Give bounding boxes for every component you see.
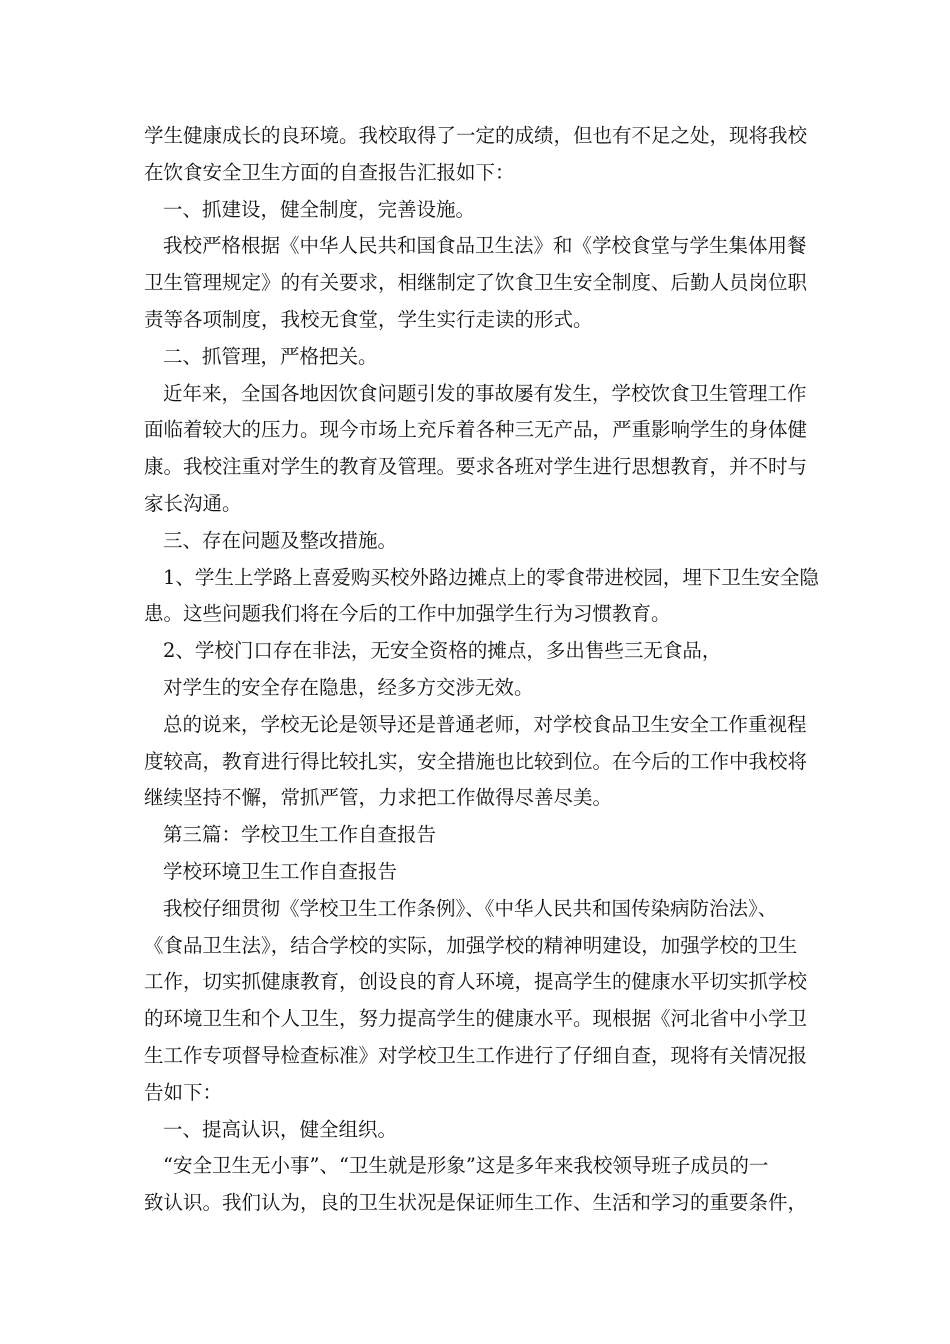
paragraph (144, 1185, 814, 1222)
text-line: 二、抓管理，严格把关。 (163, 344, 378, 368)
text-line: 工作，切实抓健康教育，创设良的育人环境，提高学生的健康水平切实抓学校 (144, 970, 808, 994)
paragraph (144, 707, 814, 744)
text-line: 对学生的安全存在隐患，经多方交涉无效。 (163, 675, 534, 699)
text-line: 我校严格根据《中华人民共和国食品卫生法》和《学校食堂与学生集体用餐 (163, 234, 807, 258)
text-line: 第三篇：学校卫生工作自查报告 (163, 823, 437, 847)
text-line: 卫生管理规定》的有关要求，相继制定了饮食卫生安全制度、后勤人员岗位职 (144, 271, 808, 295)
paragraph (144, 265, 814, 339)
text-line: “安全卫生无小事”、“卫生就是形象”这是多年来我校领导班子成员的一 (163, 1154, 769, 1178)
paragraph (144, 596, 814, 633)
paragraph (144, 523, 814, 560)
paragraph (144, 891, 814, 928)
paragraph (144, 412, 814, 522)
text-line: 学生健康成长的良环境。我校取得了一定的成绩，但也有不足之处，现将我校 (144, 124, 808, 147)
text-line: 在饮食安全卫生方面的自查报告汇报如下： (144, 160, 515, 184)
text-line: 的环境卫生和个人卫生，努力提高学生的健康水平。现根据《河北省中小学卫 (144, 1007, 808, 1031)
text-line: 《食品卫生法》，结合学校的实际，加强学校的精神明建设，加强学校的卫生 (144, 933, 798, 957)
paragraph (144, 339, 814, 376)
text-line: 康。我校注重对学生的教育及管理。要求各班对学生进行思想教育，并不时与 (144, 455, 808, 479)
text-line: 患。这些问题我们将在今后的工作中加强学生行为习惯教育。 (144, 602, 671, 626)
paragraph (144, 633, 814, 670)
document-body (144, 118, 819, 1222)
text-line: 学校环境卫生工作自查报告 (163, 859, 398, 883)
text-line: 生工作专项督导检查标准》对学校卫生工作进行了仔细自查，现将有关情况报 (144, 1043, 808, 1067)
paragraph (144, 228, 814, 265)
paragraph (144, 118, 814, 192)
text-line: 继续坚持不懈，常抓严管，力求把工作做得尽善尽美。 (144, 786, 613, 810)
paragraph (144, 744, 814, 818)
text-line: 家长沟通。 (144, 491, 242, 515)
text-line: 度较高，教育进行得比较扎实，安全措施也比较到位。在今后的工作中我校将 (144, 749, 808, 773)
paragraph (144, 1148, 814, 1185)
paragraph (144, 928, 814, 1112)
text-line: 一、抓建设，健全制度，完善设施。 (163, 197, 476, 221)
paragraph (144, 854, 814, 891)
text-line: 1、学生上学路上喜爱购买校外路边摊点上的零食带进校园，埋下卫生安全隐 (163, 565, 819, 589)
paragraph (144, 560, 819, 597)
text-line: 致认识。我们认为，良的卫生状况是保证师生工作、生活和学习的重要条件， (144, 1191, 808, 1215)
text-line: 总的说来，学校无论是领导还是普通老师，对学校食品卫生安全工作重视程 (163, 712, 807, 736)
paragraph (144, 670, 814, 707)
text-line: 面临着较大的压力。现今市场上充斥着各种三无产品，严重影响学生的身体健 (144, 418, 808, 442)
paragraph (144, 376, 814, 413)
text-line: 三、存在问题及整改措施。 (163, 528, 398, 552)
text-line: 我校仔细贯彻《学校卫生工作条例》、《中华人民共和国传染病防治法》、 (163, 896, 778, 920)
text-line: 2、学校门口存在非法，无安全资格的摊点，多出售些三无食品， (163, 639, 722, 663)
paragraph (144, 817, 814, 854)
text-line: 近年来，全国各地因饮食问题引发的事故屡有发生，学校饮食卫生管理工作 (163, 381, 807, 405)
paragraph (144, 1112, 814, 1149)
text-line: 责等各项制度，我校无食堂，学生实行走读的形式。 (144, 307, 593, 331)
text-line: 告如下： (144, 1080, 223, 1104)
text-line: 一、提高认识，健全组织。 (163, 1117, 398, 1141)
paragraph (144, 192, 814, 229)
